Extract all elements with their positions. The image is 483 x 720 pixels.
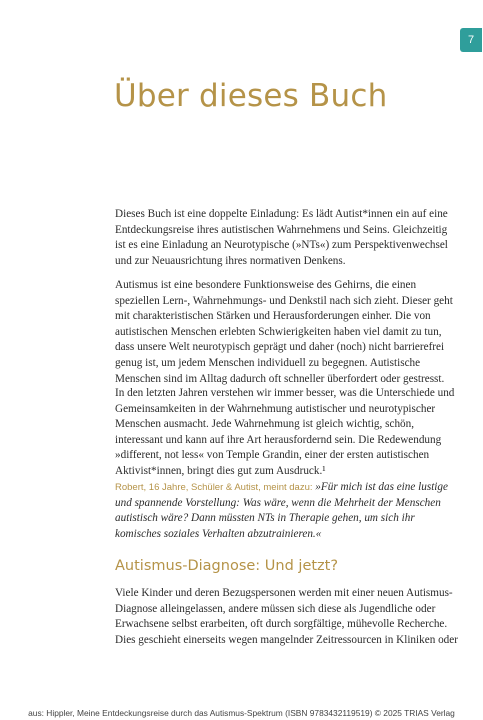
section-heading: Autismus-Diagnose: Und jetzt?	[115, 558, 339, 574]
perception-paragraph: In den letzten Jahren verstehen wir immer besser, was die Unterschiede und Gemeinsamkeiten in der Wahrnehmung autistischer und neurotypischer Menschen ausmacht. Jede Wahrnehmung ist gleich wichtig, schön, interessant und kann auf ihre Art herausfordernd sein. Die Redewendung »different, not less« von Temple Grandin, einer der ersten autistischen Aktivist*innen, bringt dies gut zum Ausdruck.¹	[115, 387, 455, 477]
intro-paragraph: Dieses Buch ist eine doppelte Einladung: Es lädt Autist*innen ein auf eine Entdeckungsreise ihres autistischen Wahrnehmens und Seins. Gleichzeitig ist es eine Einladung an Neurotypische (»NTs«) zum Perspektivenwechsel und zur Neuausrichtung ihres normativen Denkens.	[115, 208, 448, 267]
autism-definition-paragraph: Autismus ist eine besondere Funktionsweise des Gehirns, die einen speziellen Lern-, Wahrnehmungs- und Denkstil nach sich zieht. Dieser geht mit charakteristischen Stärken und Herausforderungen einher. Die von autistischen Menschen erlebten Schwierigkeiten haben viel damit zu tun, dass unsere Welt neurotypisch geprägt und daher (noch) nicht barrierefrei genug ist, um jedem Menschen individuell zu begegnen. Autistische Menschen sind im Alltag dadurch oft schneller überfordert oder gestresst.	[115, 279, 453, 385]
footer-citation: aus: Hippler, Meine Entdeckungsreise durch das Autismus-Spektrum (ISBN 9783432119519) © 2025 TRIAS Verlag	[28, 708, 455, 718]
chapter-title: Über dieses Buch	[114, 78, 388, 114]
quote-block	[115, 480, 460, 542]
quote-text: »Für mich ist das eine lustige und spannende Vorstellung: Was wäre, wenn die Mehrheit der Menschen autistisch wäre? Dann müssten NTs in Therapie gehen, um sich ihr komisches soziales Verhalten abzutrainieren.«	[115, 481, 448, 540]
quote-attribution: Robert, 16 Jahre, Schüler & Autist, meint dazu:	[115, 482, 313, 493]
diagnosis-paragraph: Viele Kinder und deren Bezugspersonen werden mit einer neuen Autismus-Diagnose alleingelassen, andere müssen sich diese als Jugendliche oder Erwachsene selbst erarbeiten, oft durch sorgfältige, mühevolle Recherche. Dies geschieht einerseits wegen mangelnder Zeitressourcen in Kliniken oder	[115, 587, 458, 646]
page-number-badge: 7	[460, 28, 482, 52]
